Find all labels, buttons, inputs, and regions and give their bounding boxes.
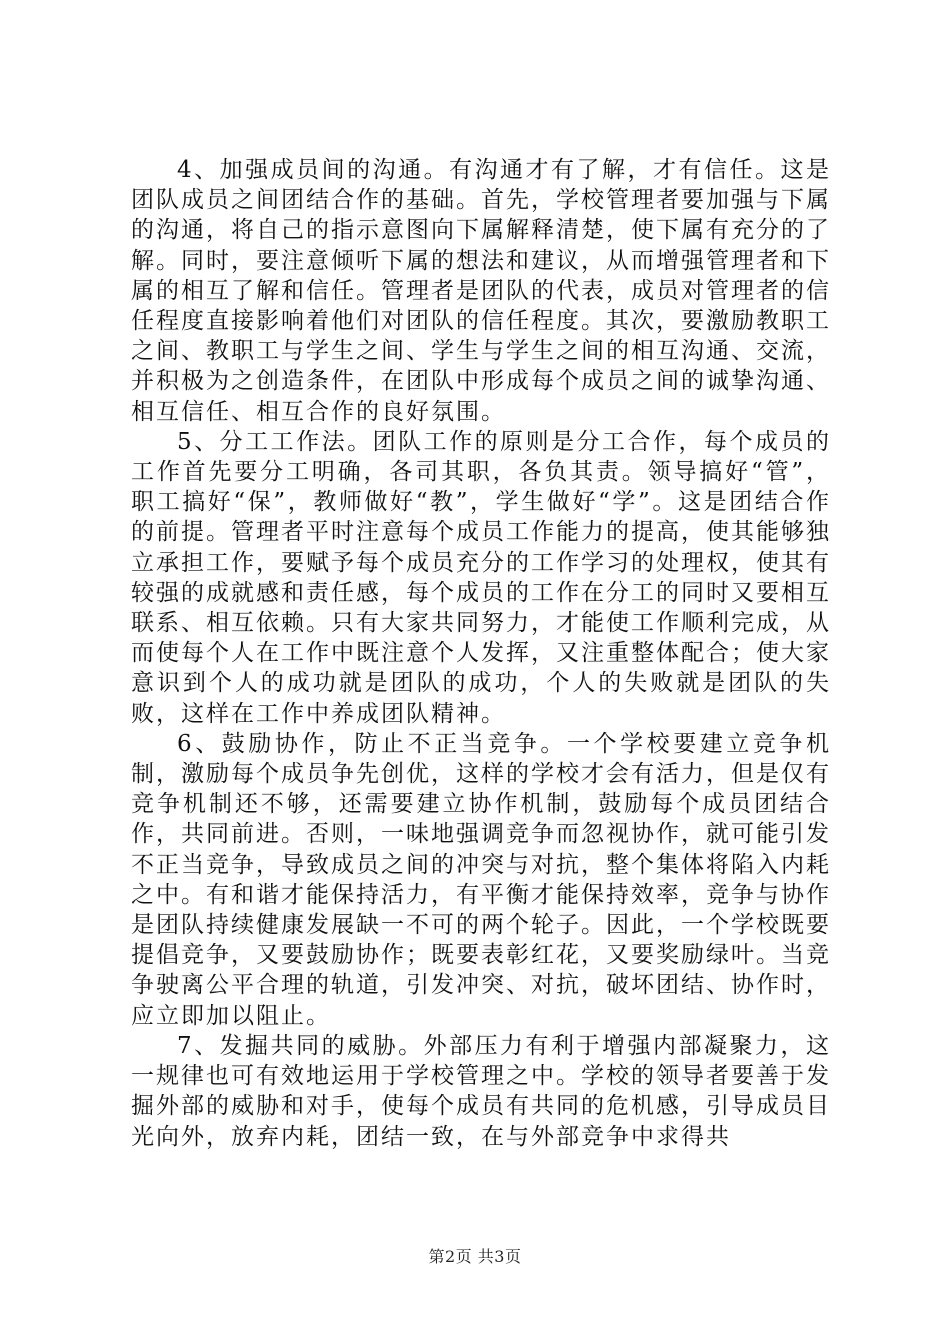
page-number-footer: 第2页 共3页 (428, 1247, 522, 1266)
document-body (131, 155, 831, 1152)
paragraph-division-of-labor: 5、分工工作法。团队工作的原则是分工合作，每个成员的工作首先要分工明确，各司其职，各负其责。领导搞好“管”，职工搞好“保”，教师做好“教”，学生做好“学”。这是团结合作的前提。管理者平时注意每个成员工作能力的提高，使其能够独立承担工作，要赋予每个成员充分的工作学习的处理权，使其有较强的成就感和责任感，每个成员的工作在分工的同时又要相互联系、相互依赖。只有大家共同努力，才能使工作顺利完成，从而使每个人在工作中既注意个人发挥，又注重整体配合；使大家意识到个人的成功就是团队的成功，个人的失败就是团队的失败，这样在工作中养成团队精神。 (131, 428, 831, 727)
paragraph-cooperation: 6、鼓励协作，防止不正当竞争。一个学校要建立竞争机制，激励每个成员争先创优，这样的学校才会有活力，但是仅有竞争机制还不够，还需要建立协作机制，鼓励每个成员团结合作，共同前进。否则，一味地强调竞争而忽视协作，就可能引发不正当竞争，导致成员之间的冲突与对抗，整个集体将陷入内耗之中。有和谐才能保持活力，有平衡才能保持效率，竞争与协作是团队持续健康发展缺一不可的两个轮子。因此，一个学校既要提倡竞争，又要鼓励协作；既要表彰红花，又要奖励绿叶。当竞争驶离公平合理的轨道，引发冲突、对抗，破坏团结、协作时，应立即加以阻止。 (131, 730, 831, 1029)
paragraph-communication: 4、加强成员间的沟通。有沟通才有了解，才有信任。这是团队成员之间团结合作的基础。首先，学校管理者要加强与下属的沟通，将自己的指示意图向下属解释清楚，使下属有充分的了解。同时，要注意倾听下属的想法和建议，从而增强管理者和下属的相互了解和信任。管理者是团队的代表，成员对管理者的信任程度直接影响着他们对团队的信任程度。其次，要激励教职工之间、教职工与学生之间、学生与学生之间的相互沟通、交流，并积极为之创造条件，在团队中形成每个成员之间的诚挚沟通、相互信任、相互合作的良好氛围。 (131, 157, 831, 425)
paragraph-common-threat: 7、发掘共同的威胁。外部压力有利于增强内部凝聚力，这一规律也可有效地运用于学校管理之中。学校的领导者要善于发掘外部的威胁和对手，使每个成员有共同的危机感，引导成员目光向外，放弃内耗，团结一致，在与外部竞争中求得共 (131, 1032, 831, 1150)
